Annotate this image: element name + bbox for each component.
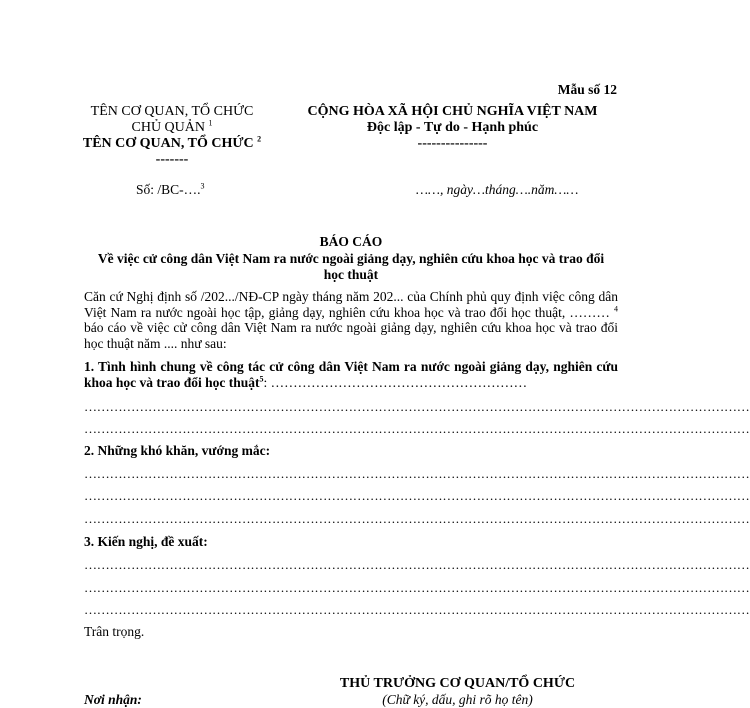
fill-line: ………………………………………………………………………………………………………………………………………… [84, 466, 750, 481]
footnote-ref: 2 [257, 134, 262, 144]
signature-note: (Chữ ký, dấu, ghi rõ họ tên) [382, 692, 533, 707]
footnote-ref: 4 [614, 304, 619, 313]
national-motto: Độc lập - Tự do - Hạnh phúc [366, 120, 539, 135]
fill-line: ………………………………………………………………………………………………………………………………………… [84, 557, 750, 572]
fill-line: ………………………………………………………………………………………………………………………………………… [84, 488, 750, 503]
agency-block [82, 104, 262, 168]
national-title: CỘNG HÒA XÃ HỘI CHỦ NGHĨA VIỆT NAM [307, 104, 598, 119]
section-3-heading: 3. Kiến nghị, đề xuất: [84, 534, 208, 549]
national-divider: --------------- [417, 136, 488, 151]
footnote-ref: 1 [208, 118, 213, 128]
section-1-heading: 1. Tình hình chung về công tác cử công dân Việt Nam ra nước ngoài giảng dạy, nghiên cứu khoa học và trao đổi học thuật$^5$: ………………………………………………… [84, 359, 618, 390]
fill-line: ………………………………………………………………………………………………………………………………………… [84, 580, 750, 595]
form-number: Mẫu số 12 [557, 82, 617, 97]
fill-line: ………………………………………………………………………………………………………………………………………… [84, 421, 750, 436]
closing-text: Trân trọng. [84, 624, 145, 639]
signature-title: THỦ TRƯỞNG CƠ QUAN/TỔ CHỨC [339, 676, 576, 691]
section-2-heading: 2. Những khó khăn, vướng mắc: [84, 443, 271, 458]
agency-line3: TÊN CƠ QUAN, TỔ CHỨC $^2$ [82, 134, 262, 151]
fill-line: ………………………………………………………………………………………………………………………………………… [84, 511, 750, 526]
agency-line2: CHỦ QUẢN $^1$ [131, 118, 213, 135]
fill-line: ………………………………………………………………………………………………………………………………………… [84, 602, 750, 617]
national-heading [275, 104, 630, 152]
agency-line1: TÊN CƠ QUAN, TỔ CHỨC [90, 104, 254, 119]
agency-divider: ------- [155, 152, 189, 167]
date-line: ……, ngày…tháng….năm…… [416, 182, 579, 197]
intro-paragraph: Căn cứ Nghị định số /202.../NĐ-CP ngày tháng năm 202... của Chính phủ quy định việc công dân Việt Nam ra nước ngoài học tập, giảng dạy, nghiên cứu khoa học và trao đổi học thuật, ……… $^4$ báo cáo về việc cử công dân Việt Nam ra nước ngoài giảng dạy, nghiên cứu khoa học và trao đổi học thuật năm .... như sau: [84, 289, 619, 351]
footnote-ref: 5 [259, 374, 264, 383]
report-title: BÁO CÁO [319, 234, 383, 249]
report-subtitle: Về việc cử công dân Việt Nam ra nước ngoài giảng dạy, nghiên cứu khoa học và trao đổi học thuật [97, 251, 605, 282]
fill-line: ………………………………………………………………………………………………………………………………………… [84, 399, 750, 414]
recipients-label: Nơi nhận: [84, 692, 142, 707]
document-number: Số: /BC-….$^3$ [136, 181, 205, 197]
